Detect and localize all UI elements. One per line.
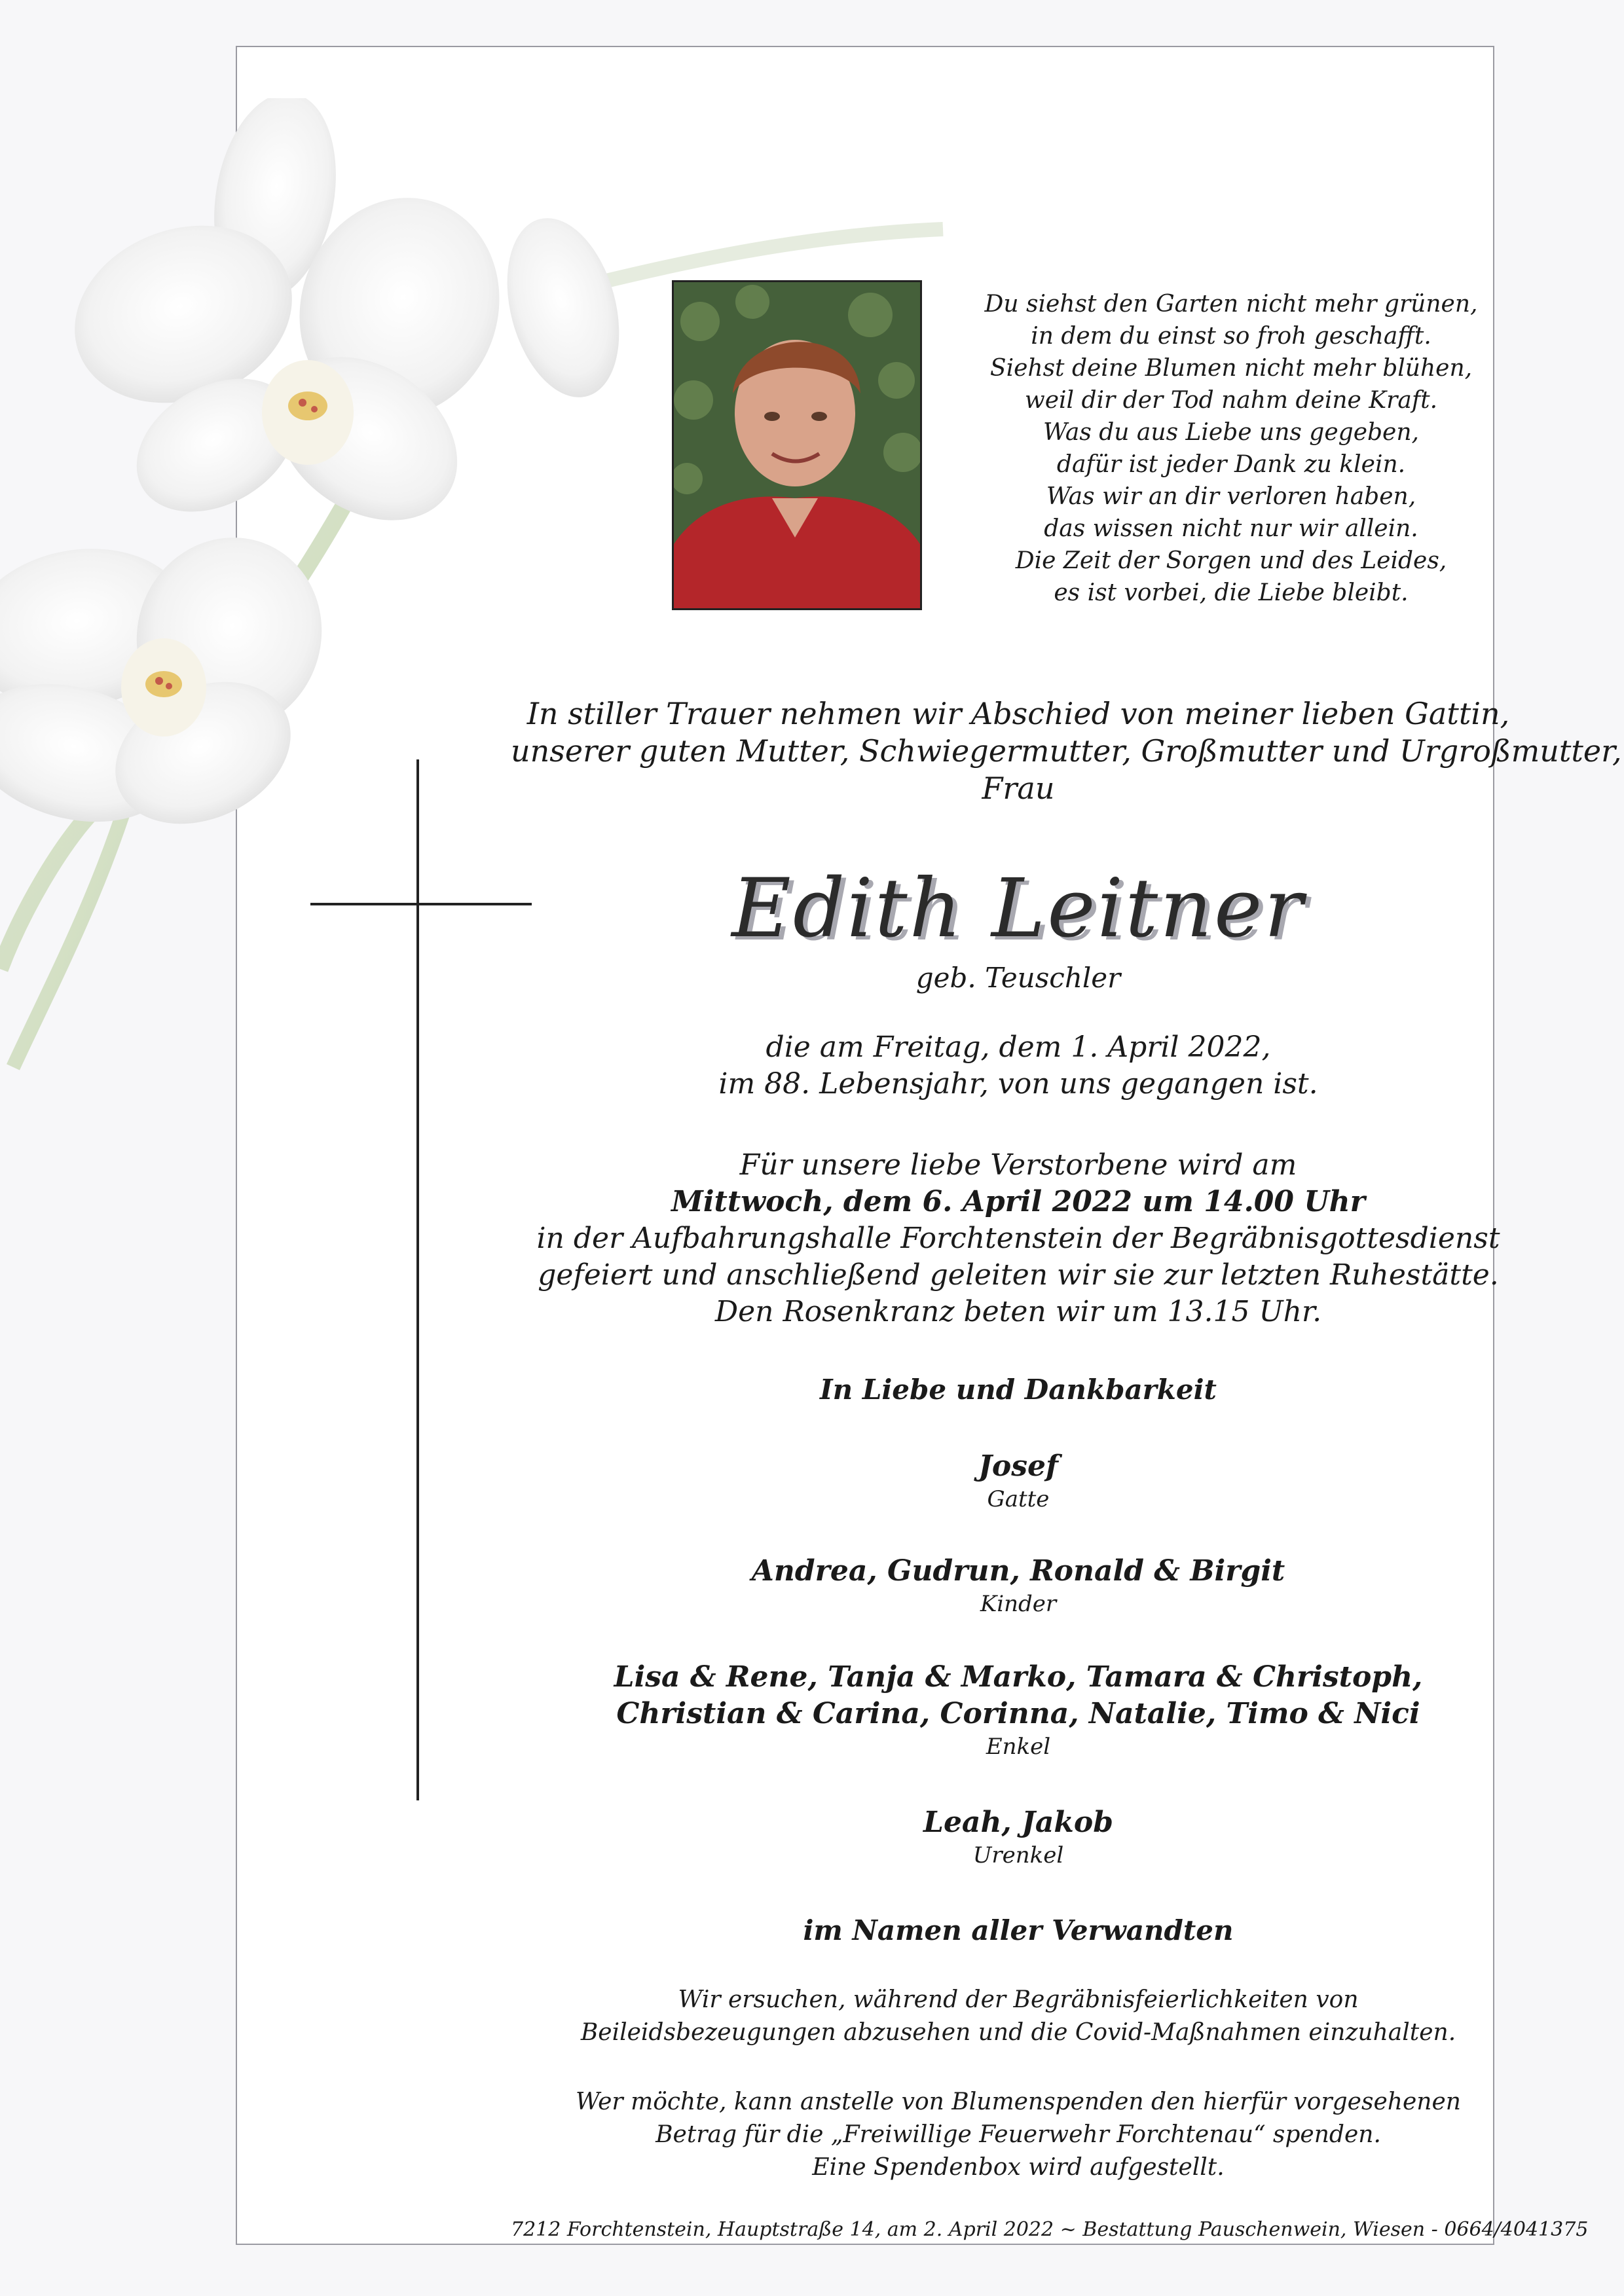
family-group-spouse: [511, 1448, 1526, 1514]
funeral-info: [511, 1147, 1526, 1330]
death-notice: [511, 1029, 1526, 1102]
family-names: Leah, Jakob: [923, 1806, 1113, 1839]
covid-request: [511, 1984, 1526, 2049]
closing-phrase: In Liebe und Dankbarkeit: [820, 1374, 1217, 1406]
family-group-grandchildren: [511, 1659, 1526, 1761]
request-line: Wir ersuchen, während der Begräbnisfeierlichkeiten von: [678, 1986, 1359, 2013]
family-names: Christian & Carina, Corinna, Natalie, Timo & Nici: [616, 1697, 1420, 1730]
deceased-name: Edith Leitner: [731, 862, 1305, 956]
intro-line: unserer guten Mutter, Schwiegermutter, Großmutter und Urgroßmutter,: [511, 733, 1622, 769]
poem-line: Siehst deine Blumen nicht mehr blühen,: [989, 355, 1473, 382]
poem: [982, 288, 1480, 609]
intro-line: In stiller Trauer nehmen wir Abschied von meiner lieben Gattin,: [526, 696, 1510, 731]
intro-text: [511, 695, 1622, 807]
portrait-image: [674, 282, 920, 608]
poem-line: das wissen nicht nur wir allein.: [1044, 515, 1418, 542]
funeral-line: gefeiert und anschließend geleiten wir sie zur letzten Ruhestätte.: [538, 1258, 1499, 1292]
poem-line: Die Zeit der Sorgen und des Leides,: [1015, 547, 1447, 574]
cross-horizontal-bar: [310, 903, 532, 905]
cross-vertical-bar: [416, 759, 419, 1800]
relatives-line: im Namen aller Verwandten: [803, 1914, 1234, 1946]
poem-line: weil dir der Tod nahm deine Kraft.: [1024, 387, 1438, 414]
family-group-children: [511, 1553, 1526, 1618]
intro-line: Frau: [982, 771, 1055, 806]
poem-line: Was du aus Liebe uns gegeben,: [1043, 419, 1419, 446]
poem-line: es ist vorbei, die Liebe bleibt.: [1054, 579, 1409, 606]
funeral-line: Für unsere liebe Verstorbene wird am: [739, 1148, 1297, 1182]
family-role: Enkel: [986, 1734, 1051, 1760]
family-names: Andrea, Gudrun, Ronald & Birgit: [751, 1554, 1285, 1588]
maiden-name: geb. Teuschler: [915, 962, 1121, 994]
death-notice-line: die am Freitag, dem 1. April 2022,: [766, 1030, 1271, 1064]
funeral-line: Den Rosenkranz beten wir um 13.15 Uhr.: [714, 1295, 1322, 1328]
family-role: Urenkel: [972, 1842, 1064, 1868]
poem-line: in dem du einst so froh geschafft.: [1031, 323, 1431, 350]
donation-request: [511, 2086, 1526, 2184]
poem-line: dafür ist jeder Dank zu klein.: [1056, 451, 1406, 478]
funeral-date-time: Mittwoch, dem 6. April 2022 um 14.00 Uhr: [671, 1185, 1365, 1218]
family-role: Kinder: [980, 1591, 1057, 1617]
orchid-flower-upper: [50, 98, 638, 554]
request-line: Beileidsbezeugungen abzusehen und die Covid-Maßnahmen einzuhalten.: [580, 2019, 1456, 2046]
deceased-portrait: [672, 280, 922, 610]
footer-address: 7212 Forchtenstein, Hauptstraße 14, am 2. April 2022 ~ Bestattung Pauschenwein, Wiesen - 0664/4041375: [511, 2218, 1589, 2241]
funeral-line: in der Aufbahrungshalle Forchtenstein der Begräbnisgottesdienst: [536, 1222, 1500, 1255]
poem-line: Du siehst den Garten nicht mehr grünen,: [984, 291, 1478, 318]
request-line: Eine Spendenbox wird aufgestellt.: [812, 2154, 1225, 2181]
death-notice-line: im 88. Lebensjahr, von uns gegangen ist.: [718, 1067, 1318, 1101]
orchid-decoration: [0, 98, 982, 1178]
family-names: Josef: [978, 1449, 1058, 1483]
family-names: Lisa & Rene, Tanja & Marko, Tamara & Christoph,: [614, 1660, 1423, 1694]
poem-line: Was wir an dir verloren haben,: [1046, 483, 1416, 510]
orchid-flower-lower: [0, 511, 349, 851]
request-line: Betrag für die „Freiwillige Feuerwehr Forchtenau“ spenden.: [655, 2121, 1381, 2148]
request-line: Wer möchte, kann anstelle von Blumenspenden den hierfür vorgesehenen: [576, 2088, 1461, 2115]
family-role: Gatte: [987, 1486, 1050, 1512]
family-group-great-grandchildren: [511, 1804, 1526, 1870]
